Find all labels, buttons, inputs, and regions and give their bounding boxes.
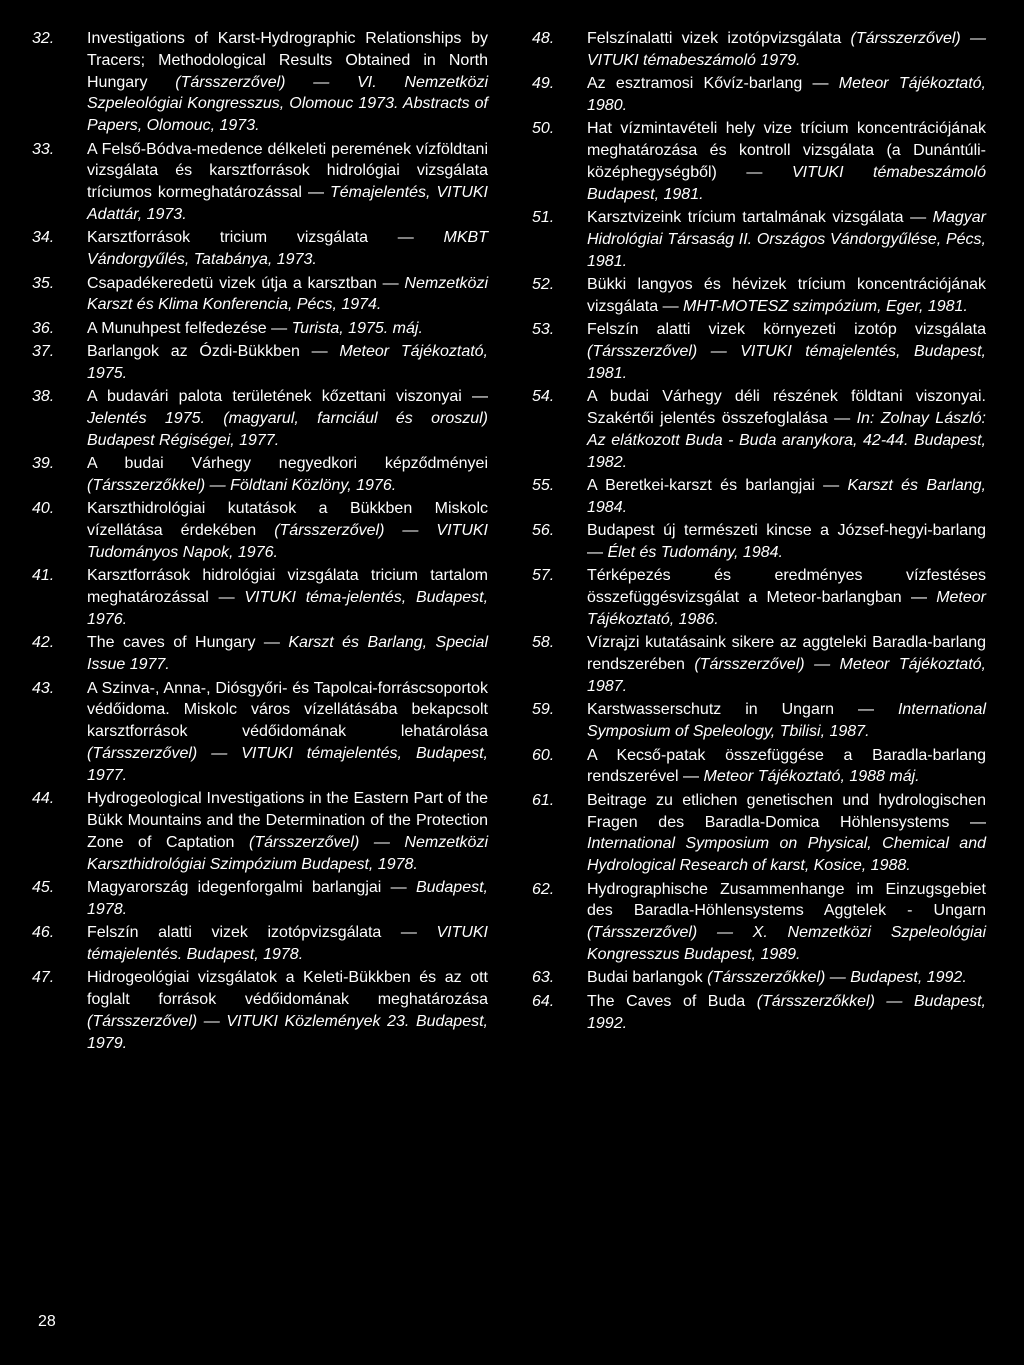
bibliography-entry (32, 967, 488, 1054)
entry-text (587, 207, 986, 272)
entry-source-italic: (Társszerzővel) — VITUKI témajelentés, Budapest, 1981. (587, 343, 986, 382)
entry-text (87, 453, 488, 497)
entry-title: Az esztramosi Kővíz-barlang — (587, 75, 839, 93)
entry-number: 63. (532, 969, 555, 987)
bibliography-entry (532, 879, 986, 966)
entry-text (587, 274, 986, 318)
entry-source-italic: In: Zolnay László: Az elátkozott Buda - Buda aranykora, 42-44. Budapest, 1982. (587, 410, 987, 471)
bibliography-entry (532, 386, 986, 473)
entry-text (87, 28, 488, 137)
bibliography-entry (32, 318, 488, 340)
bibliography-entry (32, 498, 488, 563)
bibliography-entry (532, 745, 986, 789)
bibliography-entry (32, 28, 488, 137)
entry-number: 43. (32, 679, 55, 697)
entry-text (587, 879, 986, 966)
bibliography-entry (32, 386, 488, 451)
entry-number: 38. (32, 388, 55, 406)
entry-source-italic: (Társszerzővel) — VITUKI Közlemények 23. Budapest, 1979. (87, 1012, 488, 1052)
entry-title: Karsztvizeink trícium tartalmának vizsgálata — (587, 209, 933, 227)
bibliography-entry (32, 678, 488, 787)
entry-source-italic: (Társszerzővel) — VITUKI Tudományos Napok, 1976. (87, 522, 488, 562)
entry-text (87, 967, 488, 1054)
bibliography-entry (532, 28, 986, 72)
entry-number: 46. (32, 924, 55, 942)
entry-text (87, 273, 488, 317)
left-column (32, 28, 488, 1055)
bibliography-entry (32, 788, 488, 875)
entry-number: 45. (32, 879, 55, 896)
entry-number: 64. (532, 992, 555, 1010)
entry-text (87, 565, 488, 630)
entry-title: Karsztforrások hidrológiai vizsgálata tricium tartalom meghatározással — (87, 567, 488, 607)
entry-number: 44. (32, 790, 55, 808)
entry-number: 50. (532, 120, 555, 138)
entry-text (87, 498, 488, 563)
entry-number: 52. (532, 276, 555, 294)
entry-source-italic: VITUKI témajelentés. Budapest, 1978. (87, 924, 488, 963)
entry-text (87, 139, 488, 226)
entry-number: 37. (32, 343, 55, 361)
entry-text (587, 745, 986, 789)
entry-number: 58. (532, 634, 555, 652)
entry-text (587, 790, 986, 877)
bibliography-entry (32, 273, 488, 317)
entry-title: Hat vízmintavételi hely vize trícium koncentrációjának meghatározása és kontroll vizsgálata (a Dunántúli-középhegységből) — (587, 120, 986, 181)
bibliography-entry (532, 73, 986, 117)
entry-text (87, 318, 488, 340)
entry-text (87, 788, 488, 875)
entry-source-italic: (Társszerzőkkel) — Budapest, 1992. (707, 969, 967, 987)
bibliography-entry (32, 877, 488, 921)
entry-source-italic: MKBT Vándorgyűlés, Tatabánya, 1973. (87, 229, 488, 269)
entry-text (587, 520, 986, 564)
entry-text (87, 678, 488, 787)
bibliography-entry (532, 699, 986, 743)
entry-number: 40. (32, 500, 55, 518)
entry-text (587, 319, 986, 384)
entry-text (587, 73, 986, 117)
entry-title: The Caves of Buda (587, 992, 757, 1010)
entry-number: 47. (32, 969, 55, 987)
entry-title: Budapest új természeti kincse a József-hegyi-barlang — (587, 522, 986, 562)
bibliography-entry (532, 790, 986, 877)
bibliography-entry (532, 967, 986, 989)
entry-source-italic: Témajelentés, VITUKI Adattár, 1973. (87, 184, 488, 223)
entry-source-italic: (Társszerzővel) — X. Nemzetközi Szpeleológiai Kongresszus Budapest, 1989. (587, 924, 986, 963)
entry-title: Vízrajzi kutatásaink sikere az aggteleki Baradla-barlang rendszerében (587, 634, 986, 674)
bibliography-entry (532, 475, 986, 519)
entry-title: Budai barlangok (587, 969, 708, 987)
entry-number: 32. (32, 30, 55, 47)
entry-number: 61. (532, 791, 555, 809)
entry-text (87, 227, 488, 271)
bibliography-entry (532, 632, 986, 697)
entry-title: Bükki langyos és hévizek trícium koncentrációjának vizsgálata — (587, 276, 986, 315)
entry-text (587, 118, 986, 205)
entry-text (87, 386, 488, 451)
entry-text (87, 922, 488, 966)
entry-source-italic: VITUKI téma-jelentés, Budapest, 1976. (87, 589, 489, 629)
entry-title: Térképezés és eredményes vízfestéses összefüggésvizsgálat a Meteor-barlangban — (587, 567, 986, 607)
entry-title: Magyarország idegenforgalmi barlangjai — (87, 879, 416, 896)
entry-number: 35. (32, 274, 55, 292)
entry-source-italic: Meteor Tájékoztató, 1988 máj. (703, 768, 920, 786)
entry-title: Hydrographische Zusammenhange im Einzugsgebiet des Baradla-Höhlensystems Aggtelek - Ungarn (587, 880, 986, 920)
bibliography-entry (32, 632, 488, 676)
entry-text (587, 632, 986, 697)
entry-number: 48. (532, 30, 555, 47)
entry-source-italic: Jelentés 1975. (magyarul, farnciául és oroszul) Budapest Régiségei, 1977. (87, 410, 488, 449)
entry-text (587, 28, 986, 72)
entry-source-italic: Nemzetközi Karszt és Klima Konferencia, Pécs, 1974. (87, 274, 488, 314)
entry-source-italic: International Symposium of Speleology, Tbilisi, 1987. (587, 701, 986, 741)
entry-title: A budavári palota területének kőzettani viszonyai — (87, 388, 488, 406)
entry-number: 56. (532, 522, 555, 540)
entry-title: Karsztforrások tricium vizsgálata — (87, 229, 444, 247)
entry-title: A budai Várhegy déli részének földtani viszonyai. Szakértői jelentés összefoglalása — (587, 388, 986, 428)
bibliography-entry (532, 991, 986, 1035)
entry-title: Hidrogeológiai vizsgálatok a Keleti-Bükkben és az ott foglalt források védőidomának meghatározása (87, 969, 488, 1009)
entry-text (587, 967, 986, 989)
entry-source-italic: Turista, 1975. máj. (291, 319, 423, 337)
entry-source-italic: (Társszerzőkkel) — Földtani Közlöny, 1976. (87, 477, 397, 495)
bibliography-entry (32, 922, 488, 966)
entry-source-italic: (Társszerzővel) — Meteor Tájékoztató, 1987. (587, 656, 986, 696)
entry-title: A budai Várhegy negyedkori képződményei (87, 455, 488, 473)
entry-source-italic: Élet és Tudomány, 1984. (607, 544, 783, 562)
entry-text (587, 386, 986, 473)
entry-source-italic: VITUKI témabeszámoló Budapest, 1981. (587, 163, 986, 203)
entry-text (587, 475, 986, 519)
entry-number: 33. (32, 140, 55, 158)
bibliography-entry (32, 453, 488, 497)
entry-number: 34. (32, 229, 55, 247)
entry-source-italic: (Társszerzőkkel) — Budapest, 1992. (587, 992, 986, 1032)
entry-number: 62. (532, 880, 555, 898)
entry-text (587, 565, 986, 630)
bibliography-entry (532, 520, 986, 564)
entry-title: Csapadékeredetü vizek útja a karsztban — (87, 274, 405, 292)
entry-text (587, 991, 986, 1035)
entry-source-italic: (Társszerzővel) — VITUKI témabeszámoló 1979. (587, 30, 986, 69)
entry-source-italic: (Társszerzővel) — Nemzetközi Karszthidrológiai Szimpózium Budapest, 1978. (87, 833, 489, 873)
entry-source-italic: Meteor Tájékoztató, 1986. (587, 589, 986, 629)
entry-number: 41. (32, 567, 55, 585)
bibliography-entry (32, 341, 488, 385)
bibliography-entry (32, 139, 488, 226)
entry-number: 60. (532, 746, 555, 764)
entry-title: Karszthidrológiai kutatások a Bükkben Miskolc vízellátása érdekében (87, 500, 488, 540)
entry-source-italic: Magyar Hidrológiai Társaság II. Országos Vándorgyűlése, Pécs, 1981. (587, 209, 986, 270)
entry-source-italic: Karszt és Barlang, 1984. (587, 477, 986, 516)
entry-source-italic: International Symposium on Physical, Chemical and Hydrological Research of karst, Kosice, 1988. (587, 835, 986, 875)
entry-number: 57. (532, 567, 555, 585)
entry-text (87, 877, 488, 921)
entry-title: Barlangok az Ózdi-Bükkben — (87, 343, 340, 361)
entry-source-italic: Meteor Tájékoztató, 1975. (87, 343, 489, 382)
entry-title: Felszín alatti vizek izotópvizsgálata — (87, 924, 437, 942)
entry-source-italic: Meteor Tájékoztató, 1980. (587, 75, 986, 114)
entry-number: 51. (532, 209, 555, 227)
bibliography-entry (32, 227, 488, 271)
entry-source-italic: (Társszerzővel) — VI. Nemzetközi Szpeleológiai Kongresszus, Olomouc 1973. Abstracts of Papers, Olomouc, 1973. (87, 73, 488, 135)
entry-title: Felszínalatti vizek izotópvizsgálata (587, 30, 851, 47)
entry-number: 42. (32, 634, 55, 652)
entry-title: A Szinva-, Anna-, Diósgyőri- és Tapolcai-forráscsoportok védőidoma. Miskolc város vízellátásába bekapcsolt karsztforrások védőidomának lehatárolása (87, 679, 488, 741)
entry-text (587, 699, 986, 743)
entry-number: 39. (32, 455, 55, 473)
entry-text (87, 341, 488, 385)
entry-title: A Munuhpest felfedezése — (87, 319, 292, 337)
entry-source-italic: Budapest, 1978. (87, 879, 488, 918)
bibliography-entry (532, 118, 986, 205)
entry-number: 36. (32, 319, 55, 337)
entry-title: Hydrogeological Investigations in the Eastern Part of the Bükk Mountains and the Determination of the Protection Zone of Captation (87, 790, 488, 851)
entry-title: The caves of Hungary — (87, 634, 289, 652)
entry-title: Beitrage zu etlichen genetischen und hydrologischen Fragen des Baradla-Domica Höhlensystems — (587, 791, 986, 831)
entry-title: A Beretkei-karszt és barlangjai — (587, 477, 848, 495)
entry-text (87, 632, 488, 676)
bibliography-entry (32, 565, 488, 630)
entry-title: Felszín alatti vizek környezeti izotóp vizsgálata (587, 321, 986, 339)
entry-number: 49. (532, 75, 555, 93)
entry-source-italic: Karszt és Barlang, Special Issue 1977. (87, 634, 488, 674)
entry-number: 59. (532, 701, 555, 719)
entry-title: Investigations of Karst-Hydrographic Relationships by Tracers; Methodological Results Obtained in North Hungary (87, 30, 488, 91)
page-number: 28 (38, 1313, 56, 1330)
bibliography-entry (532, 319, 986, 384)
entry-title: A Felső-Bódva-medence délkeleti peremének vízföldtani vizsgálata és karsztforrások hidrológiai vizsgálata tríciumos kormeghatározással — (87, 140, 488, 202)
entry-title: Karstwasserschutz in Ungarn — (587, 701, 898, 719)
entry-source-italic: (Társszerzővel) — VITUKI témajelentés, Budapest, 1977. (87, 745, 488, 784)
entry-title: A Kecső-patak összefüggése a Baradla-barlang rendszerével — (587, 746, 986, 786)
entry-number: 53. (532, 321, 555, 339)
bibliography-entry (532, 565, 986, 630)
bibliography-entry (532, 207, 986, 272)
entry-source-italic: MHT-MOTESZ szimpózium, Eger, 1981. (683, 297, 968, 315)
entry-number: 55. (532, 477, 555, 495)
bibliography-entry (532, 274, 986, 318)
entry-number: 54. (532, 388, 555, 406)
right-column (532, 28, 986, 1034)
